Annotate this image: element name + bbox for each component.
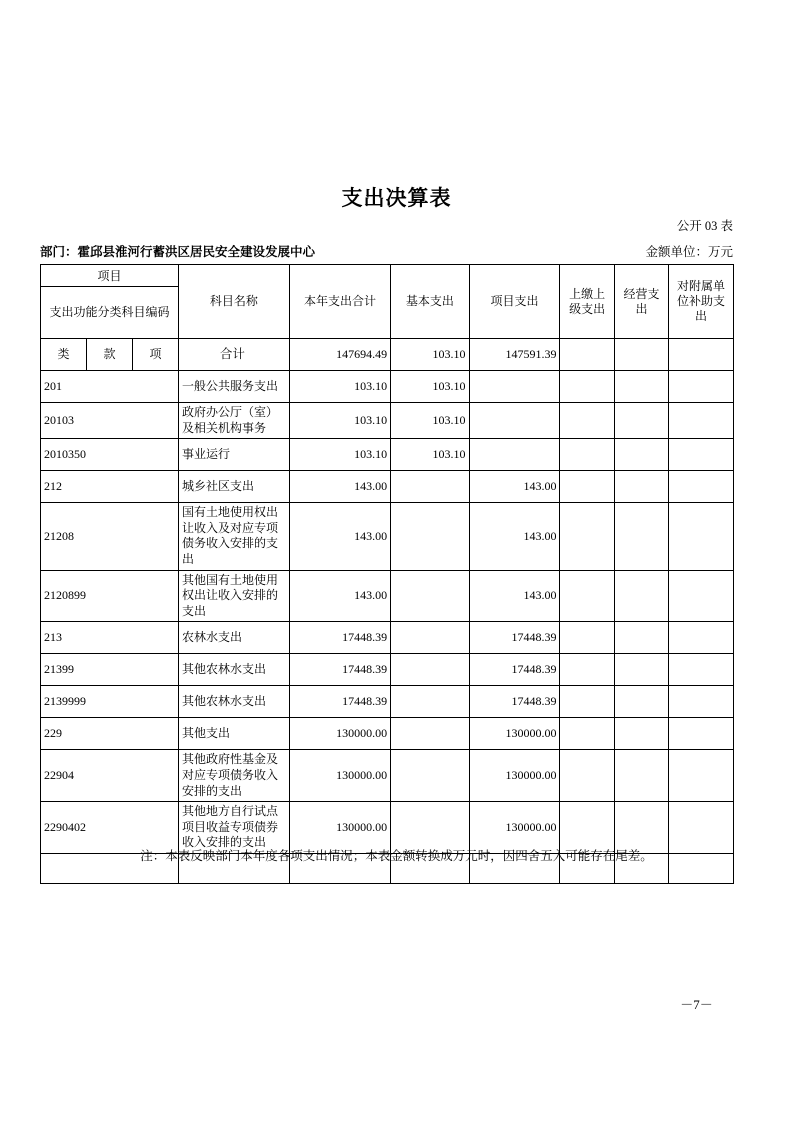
row-code: 2139999 xyxy=(41,686,179,718)
row-operating xyxy=(614,439,668,471)
page-title: 支出决算表 xyxy=(341,186,452,210)
row-name: 一般公共服务支出 xyxy=(178,371,289,403)
row-basic: 103.10 xyxy=(391,371,469,403)
row-project: 17448.39 xyxy=(469,622,560,654)
row-code: 22904 xyxy=(41,750,179,802)
expenditure-final-accounts-table xyxy=(40,264,734,884)
row-upper xyxy=(560,403,614,439)
row-year-total: 17448.39 xyxy=(289,686,390,718)
row-subsidy xyxy=(669,686,734,718)
row-name: 其他农林水支出 xyxy=(178,654,289,686)
table-header-row-3 xyxy=(41,339,734,371)
row-name: 其他政府性基金及对应专项债务收入安排的支出 xyxy=(178,750,289,802)
row-project: 17448.39 xyxy=(469,654,560,686)
row-code: 21208 xyxy=(41,503,179,570)
row-code: 20103 xyxy=(41,403,179,439)
total-upper xyxy=(560,339,614,371)
header-upper-level-expenditure: 上缴上级支出 xyxy=(560,265,614,339)
meta-row xyxy=(40,242,753,260)
row-project xyxy=(469,403,560,439)
row-upper xyxy=(560,570,614,622)
row-name: 其他地方自行试点项目收益专项债券收入安排的支出 xyxy=(178,802,289,854)
row-year-total: 103.10 xyxy=(289,439,390,471)
row-code: 2290402 xyxy=(41,802,179,854)
row-code: 229 xyxy=(41,718,179,750)
row-subsidy xyxy=(669,403,734,439)
row-year-total: 143.00 xyxy=(289,471,390,503)
row-upper xyxy=(560,718,614,750)
row-upper xyxy=(560,471,614,503)
row-basic xyxy=(391,686,469,718)
row-year-total: 17448.39 xyxy=(289,622,390,654)
row-operating xyxy=(614,570,668,622)
row-subsidy xyxy=(669,503,734,570)
row-operating xyxy=(614,403,668,439)
table-row xyxy=(41,439,734,471)
row-year-total: 17448.39 xyxy=(289,654,390,686)
table-row xyxy=(41,654,734,686)
row-basic xyxy=(391,503,469,570)
table-row xyxy=(41,622,734,654)
row-upper xyxy=(560,371,614,403)
header-subitem: 项 xyxy=(132,339,178,371)
header-basic-expenditure: 基本支出 xyxy=(391,265,469,339)
header-group-item: 项目 xyxy=(41,265,179,287)
table-row xyxy=(41,503,734,570)
table-header-row-1 xyxy=(41,265,734,287)
row-operating xyxy=(614,686,668,718)
public-form-number: 公开 03 表 xyxy=(676,219,733,233)
row-year-total: 143.00 xyxy=(289,570,390,622)
header-function-code: 支出功能分类科目编码 xyxy=(41,287,179,339)
row-subsidy xyxy=(669,570,734,622)
row-project: 143.00 xyxy=(469,471,560,503)
row-subsidy xyxy=(669,718,734,750)
row-name: 其他农林水支出 xyxy=(178,686,289,718)
row-basic xyxy=(391,471,469,503)
page-number xyxy=(0,994,793,1013)
row-project: 143.00 xyxy=(469,503,560,570)
row-name: 其他支出 xyxy=(178,718,289,750)
department-label: 部门：霍邱县淮河行蓄洪区居民安全建设发展中心 xyxy=(40,245,316,259)
row-subsidy xyxy=(669,654,734,686)
header-year-total: 本年支出合计 xyxy=(289,265,390,339)
header-subsidy-expenditure: 对附属单位补助支出 xyxy=(669,265,734,339)
row-year-total: 103.10 xyxy=(289,371,390,403)
row-code: 2010350 xyxy=(41,439,179,471)
row-name: 事业运行 xyxy=(178,439,289,471)
row-project: 17448.39 xyxy=(469,686,560,718)
row-code: 212 xyxy=(41,471,179,503)
row-operating xyxy=(614,750,668,802)
table-row xyxy=(41,403,734,439)
row-basic xyxy=(391,718,469,750)
table-note: 注：本表反映部门本年度各项支出情况；本表金额转换成万元时，因四舍五入可能存在尾差。 xyxy=(140,849,653,863)
total-project: 147591.39 xyxy=(469,339,560,371)
row-year-total: 143.00 xyxy=(289,503,390,570)
row-project: 130000.00 xyxy=(469,718,560,750)
table-row xyxy=(41,471,734,503)
row-basic: 103.10 xyxy=(391,439,469,471)
row-basic xyxy=(391,622,469,654)
row-upper xyxy=(560,439,614,471)
row-name: 农林水支出 xyxy=(178,622,289,654)
total-row-label: 合计 xyxy=(178,339,289,371)
row-project: 143.00 xyxy=(469,570,560,622)
row-project: 130000.00 xyxy=(469,802,560,854)
row-upper xyxy=(560,750,614,802)
row-upper xyxy=(560,654,614,686)
header-class: 类 xyxy=(41,339,87,371)
row-operating xyxy=(614,371,668,403)
row-operating xyxy=(614,622,668,654)
row-code: 2120899 xyxy=(41,570,179,622)
row-upper xyxy=(560,686,614,718)
total-subsidy xyxy=(669,339,734,371)
table-row xyxy=(41,570,734,622)
row-basic xyxy=(391,654,469,686)
row-subsidy xyxy=(669,371,734,403)
table-row xyxy=(41,371,734,403)
row-operating xyxy=(614,718,668,750)
header-section: 款 xyxy=(86,339,132,371)
row-year-total: 130000.00 xyxy=(289,718,390,750)
row-year-total: 130000.00 xyxy=(289,750,390,802)
row-upper xyxy=(560,503,614,570)
row-operating xyxy=(614,654,668,686)
row-basic: 103.10 xyxy=(391,403,469,439)
row-upper xyxy=(560,622,614,654)
row-subsidy xyxy=(669,471,734,503)
row-project xyxy=(469,439,560,471)
row-name: 国有土地使用权出让收入及对应专项债务收入安排的支出 xyxy=(178,503,289,570)
row-name: 政府办公厅（室）及相关机构事务 xyxy=(178,403,289,439)
row-project: 130000.00 xyxy=(469,750,560,802)
row-year-total: 103.10 xyxy=(289,403,390,439)
total-basic: 103.10 xyxy=(391,339,469,371)
row-basic xyxy=(391,750,469,802)
amount-unit-label: 金额单位：万元 xyxy=(645,245,733,259)
header-item-name: 科目名称 xyxy=(178,265,289,339)
page-number-text: －7－ xyxy=(680,997,713,1012)
header-project-expenditure: 项目支出 xyxy=(469,265,560,339)
table-row xyxy=(41,718,734,750)
row-operating xyxy=(614,503,668,570)
row-code: 201 xyxy=(41,371,179,403)
row-subsidy xyxy=(669,439,734,471)
table-row xyxy=(41,686,734,718)
row-name: 其他国有土地使用权出让收入安排的支出 xyxy=(178,570,289,622)
row-name: 城乡社区支出 xyxy=(178,471,289,503)
row-subsidy xyxy=(669,750,734,802)
row-code: 21399 xyxy=(41,654,179,686)
table-row xyxy=(41,750,734,802)
row-basic xyxy=(391,570,469,622)
row-code: 213 xyxy=(41,622,179,654)
total-operating xyxy=(614,339,668,371)
row-year-total: 130000.00 xyxy=(289,802,390,854)
row-operating xyxy=(614,471,668,503)
row-project xyxy=(469,371,560,403)
row-subsidy xyxy=(669,622,734,654)
header-operating-expenditure: 经营支出 xyxy=(614,265,668,339)
total-year-total: 147694.49 xyxy=(289,339,390,371)
